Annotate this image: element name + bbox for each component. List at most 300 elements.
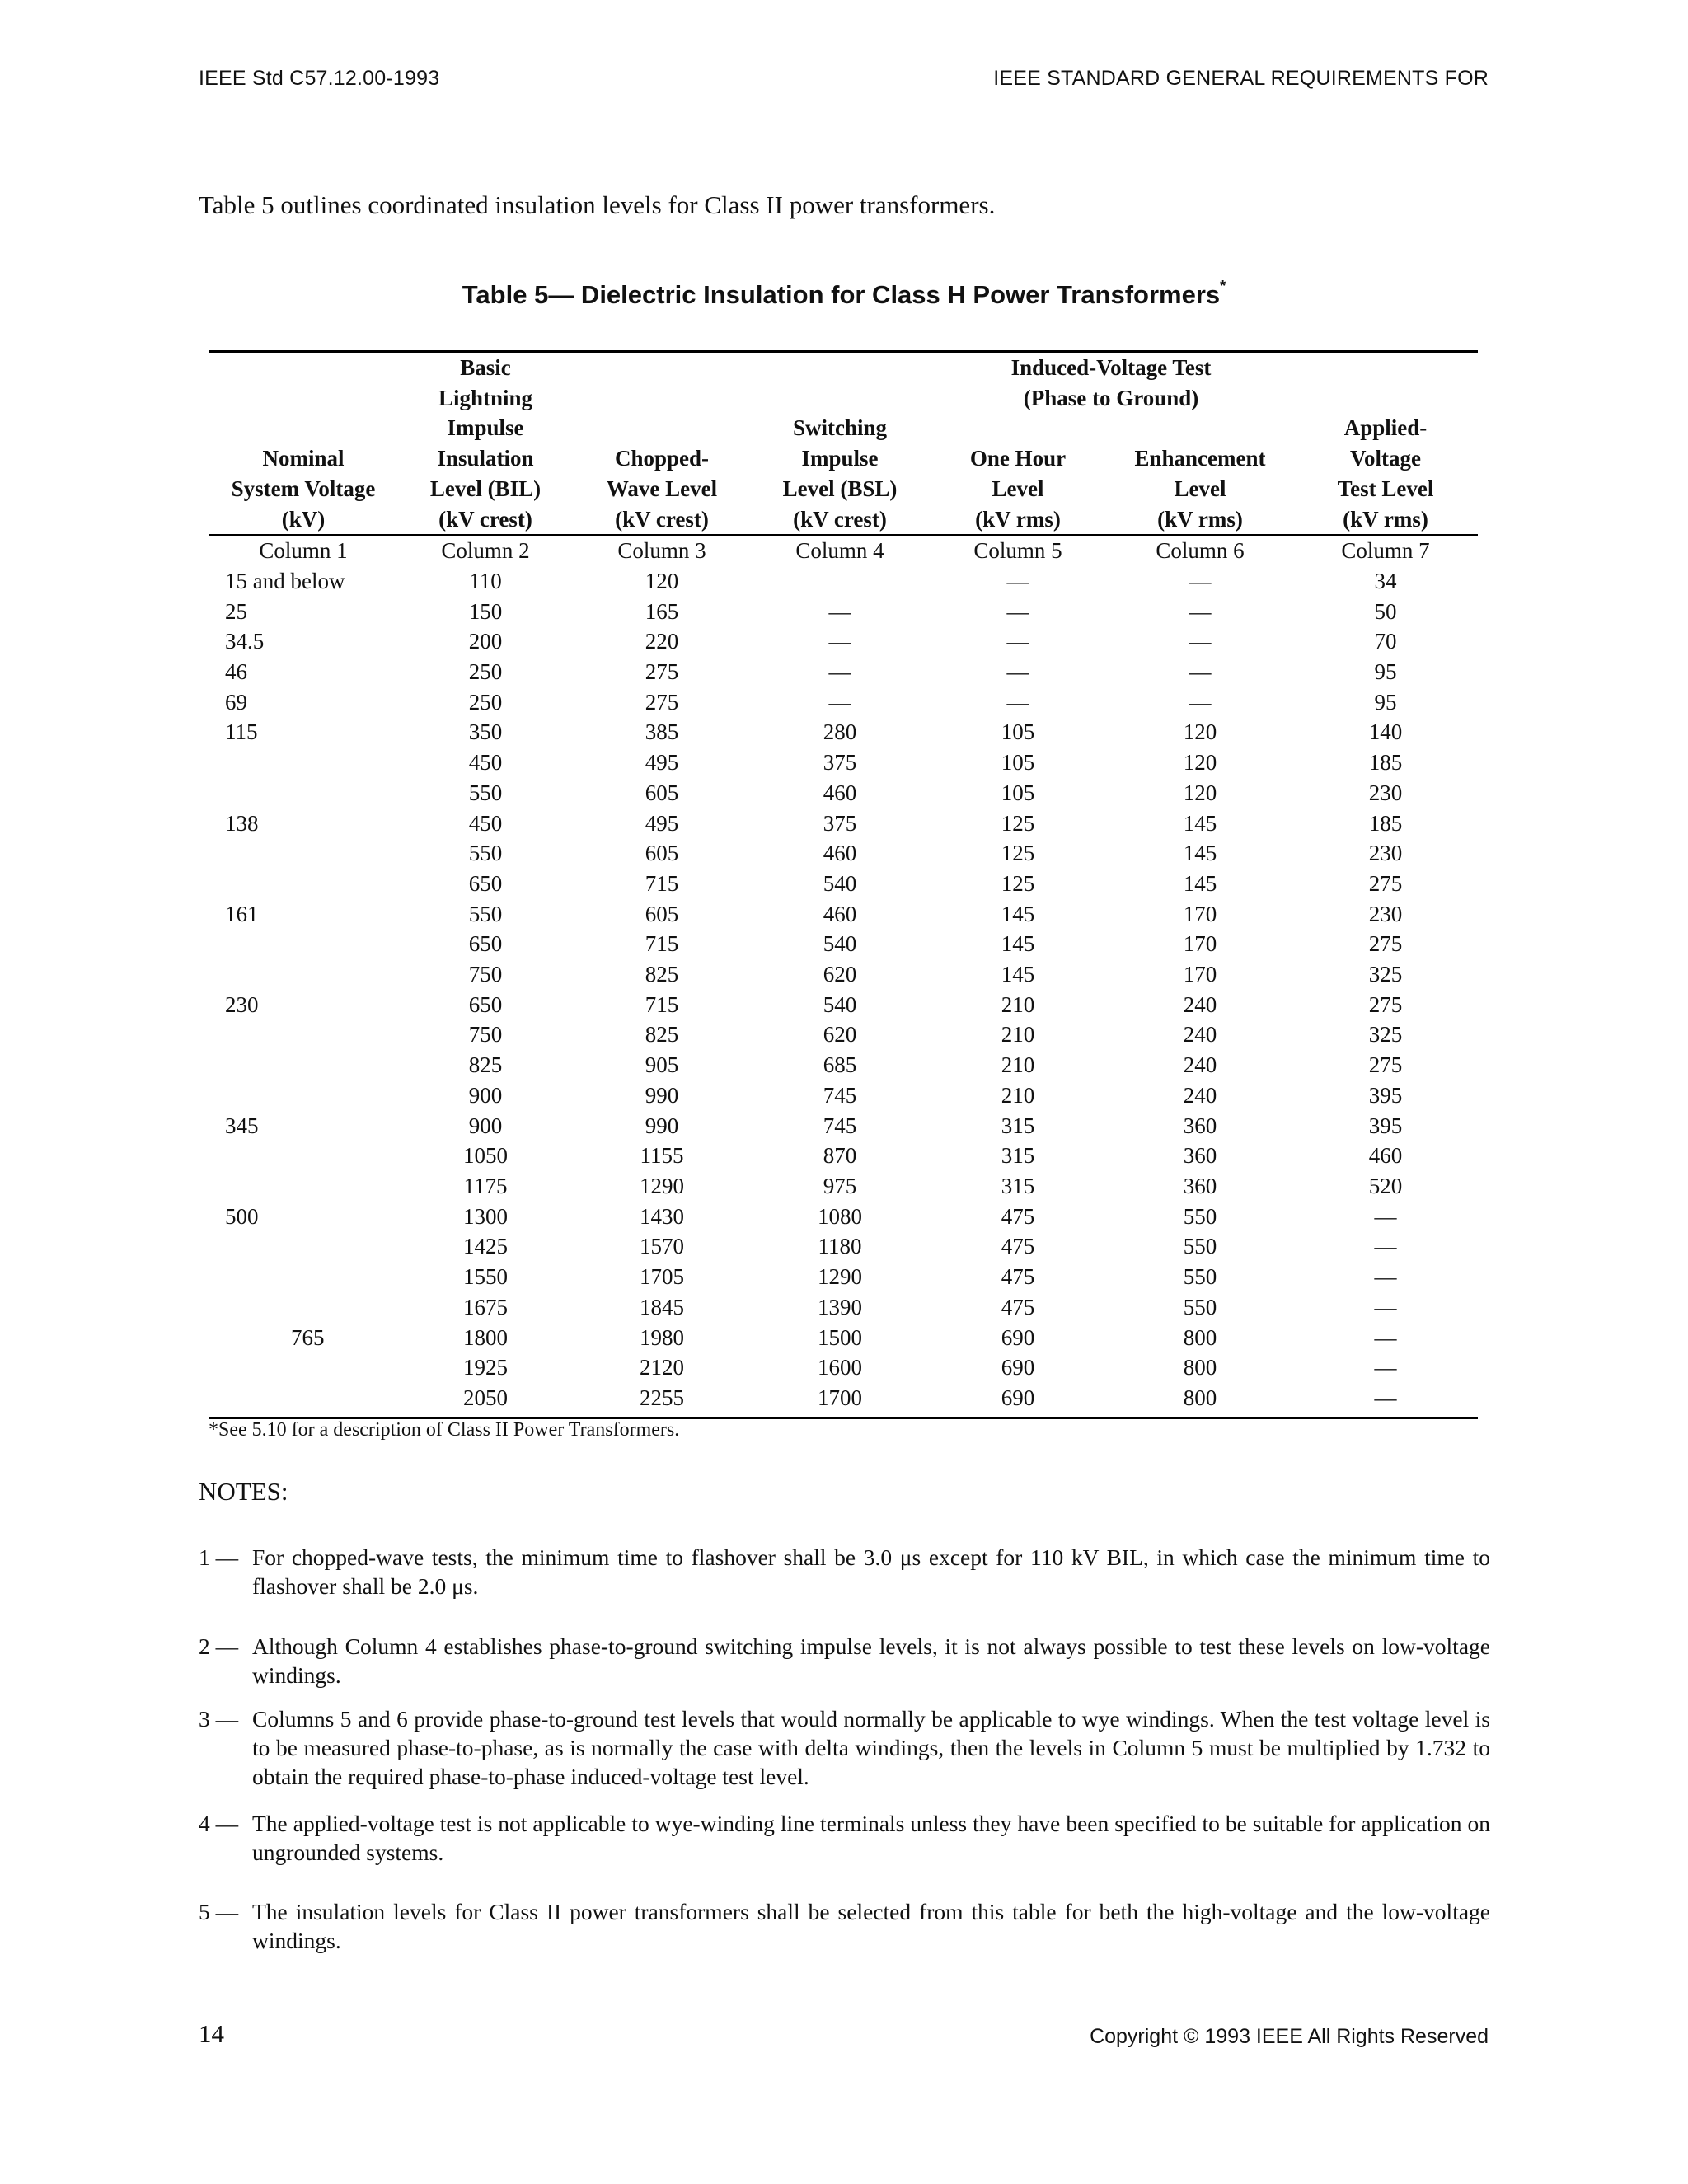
table-cell: 450 — [468, 810, 503, 836]
table-row — [209, 990, 1478, 1020]
column-header-7 — [1293, 352, 1478, 536]
running-header-right: IEEE STANDARD GENERAL REQUIREMENTS FOR — [993, 67, 1489, 90]
table-cell: 1705 — [640, 1264, 684, 1290]
table-cell: 125 — [1001, 870, 1035, 896]
column-label: Column 3 — [573, 535, 751, 566]
table-cell: 34 — [1374, 568, 1397, 593]
table-cell: 520 — [1368, 1173, 1403, 1198]
intro-paragraph: Table 5 outlines coordinated insulation levels for Class II power transformers. — [199, 190, 996, 219]
table-cell: 905 — [645, 1052, 679, 1078]
table-cell: 145 — [1183, 810, 1217, 836]
table-cell: 605 — [645, 841, 679, 866]
table-cell: 620 — [823, 962, 857, 987]
header-text: Insulation — [437, 446, 534, 471]
table-cell: 550 — [1183, 1294, 1217, 1319]
table-cell: 1430 — [640, 1203, 684, 1229]
note-item — [199, 1632, 1490, 1690]
system-voltage-cell: 15 and below — [225, 568, 345, 593]
system-voltage-cell: 161 — [225, 901, 259, 926]
table-cell: 315 — [1001, 1143, 1035, 1169]
table-cell: 145 — [1183, 870, 1217, 896]
table-cell: 550 — [1183, 1203, 1217, 1229]
table-row — [209, 1383, 1478, 1418]
system-voltage-cell — [209, 1292, 398, 1323]
table-row — [209, 808, 1478, 839]
system-voltage-cell — [209, 1019, 398, 1050]
table-cell: 605 — [645, 780, 679, 805]
table-cell: 230 — [1368, 841, 1403, 866]
table-cell: 550 — [1183, 1264, 1217, 1290]
copyright-footer: Copyright © 1993 IEEE All Rights Reserved — [1090, 2025, 1489, 2048]
table-cell: 870 — [823, 1143, 857, 1169]
table-cell: 900 — [468, 1113, 503, 1138]
table-cell: 475 — [1001, 1234, 1035, 1259]
table-cell: — — [828, 659, 851, 685]
header-text: (kV crest) — [793, 506, 887, 532]
table-cell: 540 — [823, 870, 857, 896]
system-voltage-cell — [209, 1080, 398, 1111]
table-cell: 325 — [1368, 962, 1403, 987]
table-cell: 715 — [645, 991, 679, 1017]
table-cell: — — [1374, 1294, 1397, 1319]
table-cell: 990 — [645, 1113, 679, 1138]
header-text: (kV) — [281, 506, 326, 532]
group-subheaders — [929, 443, 1293, 534]
table-row — [209, 1323, 1478, 1353]
table-cell: 170 — [1183, 962, 1217, 987]
table-cell: 750 — [468, 1022, 503, 1047]
table-cell: 685 — [823, 1052, 857, 1078]
table-cell: 375 — [823, 750, 857, 776]
table-container — [209, 350, 1478, 1419]
table-cell: 650 — [468, 991, 503, 1017]
table-cell: 350 — [468, 719, 503, 745]
header-text: Impulse — [447, 415, 524, 441]
note-text: Columns 5 and 6 provide phase-to-ground test levels that would normally be applicable to wye windings. When the test voltage level is to be measured phase-to-phase, as is normally the case with delta windings, then the levels in Column 5 must be multiplied by 1.732 to obtain the required phase-to-phase induced-voltage test level. — [252, 1706, 1490, 1789]
column-header-3 — [573, 352, 751, 536]
table-cell: 360 — [1183, 1143, 1217, 1169]
table-cell: 250 — [468, 659, 503, 685]
header-text: (kV rms) — [975, 506, 1061, 532]
table-cell: 1570 — [640, 1234, 684, 1259]
table-row — [209, 929, 1478, 959]
system-voltage-cell: 345 — [225, 1113, 259, 1138]
header-text: Level — [1174, 476, 1226, 501]
table-row — [209, 1352, 1478, 1383]
system-voltage-cell: 230 — [225, 991, 259, 1017]
table-cell: — — [1189, 598, 1212, 624]
table-cell: 550 — [468, 901, 503, 926]
table-cell: 825 — [468, 1052, 503, 1078]
table-cell: 715 — [645, 931, 679, 957]
column-label-row — [209, 535, 1478, 566]
table-header — [209, 352, 1478, 566]
system-voltage-cell: 500 — [225, 1203, 259, 1229]
table-cell: 1845 — [640, 1294, 684, 1319]
column-label: Column 2 — [398, 535, 573, 566]
header-text: Wave Level — [606, 476, 718, 501]
header-text: (kV rms) — [1343, 506, 1428, 532]
table-cell: 395 — [1368, 1082, 1403, 1108]
table-cell: 165 — [645, 598, 679, 624]
table-cell: 280 — [823, 719, 857, 745]
table-cell: — — [828, 689, 851, 715]
system-voltage-cell — [209, 1262, 398, 1292]
table-cell: 275 — [1368, 870, 1403, 896]
table-cell: 125 — [1001, 810, 1035, 836]
table-cell: 1175 — [463, 1173, 508, 1198]
table-cell: 105 — [1001, 780, 1035, 805]
table-cell: 650 — [468, 870, 503, 896]
table-cell: 550 — [1183, 1234, 1217, 1259]
table-cell: — — [1006, 598, 1029, 624]
header-text: Basic — [460, 355, 511, 380]
table-cell: — — [1006, 568, 1029, 593]
table-cell: 275 — [1368, 931, 1403, 957]
table-row — [209, 1080, 1478, 1111]
table-cell: 460 — [823, 901, 857, 926]
header-text: System Voltage — [231, 476, 376, 501]
header-text: Switching — [792, 415, 888, 441]
table-cell: 690 — [1001, 1324, 1035, 1350]
table-caption — [0, 277, 1688, 310]
header-text: Level (BSL) — [782, 476, 898, 501]
system-voltage-cell: 115 — [225, 719, 258, 745]
table-cell: — — [1006, 659, 1029, 685]
header-text: Applied- — [1343, 415, 1428, 441]
table-cell: 145 — [1183, 841, 1217, 866]
column-header-5 — [929, 443, 1107, 534]
table-cell: 250 — [468, 689, 503, 715]
table-row — [209, 899, 1478, 930]
table-row — [209, 566, 1478, 597]
note-item — [199, 1897, 1490, 1955]
table-cell: 1600 — [818, 1355, 862, 1380]
running-header-left: IEEE Std C57.12.00-1993 — [199, 67, 440, 90]
dielectric-insulation-table — [209, 350, 1478, 1419]
page-number: 14 — [199, 2019, 224, 2048]
group-title — [929, 353, 1293, 413]
system-voltage-cell — [209, 959, 398, 990]
table-cell: 230 — [1368, 780, 1403, 805]
note-number: 5 — — [199, 1899, 239, 1924]
column-label: Column 5 — [929, 535, 1107, 566]
table-cell: 800 — [1107, 1383, 1293, 1418]
table-cell: 1925 — [463, 1355, 508, 1380]
table-row — [209, 1231, 1478, 1262]
table-cell: 360 — [1183, 1113, 1217, 1138]
note-text: For chopped-wave tests, the minimum time to flashover shall be 3.0 μs except for 110 kV BIL, in which case the minimum time to flashover shall be 2.0 μs. — [252, 1544, 1490, 1599]
table-cell: 210 — [1001, 1082, 1035, 1108]
header-text: (kV crest) — [615, 506, 709, 532]
table-cell: 800 — [1183, 1355, 1217, 1380]
table-cell: 275 — [645, 659, 679, 685]
table-cell: — — [828, 629, 851, 654]
table-cell: 475 — [1001, 1203, 1035, 1229]
table-cell: 360 — [1183, 1173, 1217, 1198]
table-cell: 95 — [1374, 689, 1397, 715]
table-cell: 120 — [1183, 780, 1217, 805]
notes-heading: NOTES: — [199, 1477, 288, 1506]
table-cell: 460 — [1368, 1143, 1403, 1169]
induced-voltage-group-header — [929, 352, 1293, 536]
table-row — [209, 748, 1478, 778]
table-cell: 745 — [823, 1082, 857, 1108]
table-row — [209, 869, 1478, 899]
table-row — [209, 778, 1478, 808]
table-cell: — — [1006, 629, 1029, 654]
table-row — [209, 838, 1478, 869]
table-cell: 715 — [645, 870, 679, 896]
table-cell: 1675 — [463, 1294, 508, 1319]
column-label: Column 4 — [751, 535, 929, 566]
table-cell: 170 — [1183, 931, 1217, 957]
table-cell: 1700 — [751, 1383, 929, 1418]
table-row — [209, 1171, 1478, 1202]
table-cell: 185 — [1368, 810, 1403, 836]
system-voltage-cell — [209, 1050, 398, 1080]
header-text: Lightning — [438, 385, 533, 410]
table-cell: 210 — [1001, 1052, 1035, 1078]
table-caption-text: Table 5— Dielectric Insulation for Class H Power Transformers — [462, 280, 1221, 309]
table-cell: 210 — [1001, 1022, 1035, 1047]
table-cell: — — [1374, 1264, 1397, 1290]
system-voltage-cell — [209, 838, 398, 869]
table-cell: — — [1374, 1324, 1397, 1350]
table-cell: — — [1374, 1234, 1397, 1259]
header-text: Test Level — [1337, 476, 1434, 501]
table-cell: 1180 — [818, 1234, 862, 1259]
system-voltage-cell — [209, 929, 398, 959]
table-cell: — — [828, 598, 851, 624]
table-cell: 110 — [469, 568, 502, 593]
system-voltage-cell: 46 — [225, 659, 247, 685]
note-number: 3 — — [199, 1706, 239, 1732]
table-cell: 210 — [1001, 991, 1035, 1017]
column-label: Column 1 — [209, 535, 398, 566]
table-cell: 200 — [468, 629, 503, 654]
table-cell: 120 — [1183, 750, 1217, 776]
table-cell: 825 — [645, 962, 679, 987]
table-cell: 230 — [1368, 901, 1403, 926]
table-cell: 145 — [1001, 901, 1035, 926]
table-cell: 315 — [1001, 1113, 1035, 1138]
system-voltage-cell — [209, 1171, 398, 1202]
group-title-line: Induced-Voltage Test — [1010, 355, 1212, 380]
note-item — [199, 1543, 1490, 1601]
note-text: The applied-voltage test is not applicable to wye-winding line terminals unless they have been specified to be suitable for application on ungrounded systems. — [252, 1811, 1490, 1865]
table-cell: 1500 — [818, 1324, 862, 1350]
table-cell: 975 — [823, 1173, 857, 1198]
table-row — [209, 657, 1478, 687]
table-cell: 690 — [1001, 1355, 1035, 1380]
table-cell: 145 — [1001, 962, 1035, 987]
header-text: One Hour — [969, 446, 1067, 471]
table-cell: 105 — [1001, 719, 1035, 745]
table-row — [209, 1019, 1478, 1050]
table-cell: 650 — [468, 931, 503, 957]
header-text: (kV crest) — [438, 506, 532, 532]
table-cell: 1290 — [640, 1173, 684, 1198]
column-header-1 — [209, 352, 398, 536]
table-cell — [751, 566, 929, 597]
table-cell: 800 — [1183, 1324, 1217, 1350]
table-cell: 550 — [468, 780, 503, 805]
table-cell: 120 — [645, 568, 679, 593]
column-header-2 — [398, 352, 573, 536]
table-cell: 475 — [1001, 1294, 1035, 1319]
table-cell: 145 — [1001, 931, 1035, 957]
table-cell: 150 — [468, 598, 503, 624]
header-text: Impulse — [801, 446, 879, 471]
system-voltage-cell: 69 — [225, 689, 247, 715]
table-row — [209, 1111, 1478, 1141]
table-cell: 240 — [1183, 1052, 1217, 1078]
table-cell: 1390 — [818, 1294, 862, 1319]
table-cell: 825 — [645, 1022, 679, 1047]
system-voltage-cell — [209, 1231, 398, 1262]
table-cell: 2120 — [640, 1355, 684, 1380]
header-text: Nominal — [262, 446, 345, 471]
table-row — [209, 687, 1478, 718]
table-cell: — — [1189, 659, 1212, 685]
table-cell: 2050 — [398, 1383, 573, 1418]
table-cell: 745 — [823, 1113, 857, 1138]
table-row — [209, 959, 1478, 990]
table-cell: 105 — [1001, 750, 1035, 776]
system-voltage-cell: 138 — [225, 810, 259, 836]
table-cell: — — [1189, 568, 1212, 593]
table-row — [209, 1202, 1478, 1232]
table-cell: 120 — [1183, 719, 1217, 745]
table-cell: 495 — [645, 810, 679, 836]
table-cell: 1290 — [818, 1264, 862, 1290]
table-cell: 185 — [1368, 750, 1403, 776]
table-row — [209, 1141, 1478, 1171]
table-cell: 460 — [823, 780, 857, 805]
table-cell: 475 — [1001, 1264, 1035, 1290]
header-text: Level — [992, 476, 1044, 501]
table-cell: 1300 — [463, 1203, 508, 1229]
table-cell: — — [1293, 1383, 1478, 1418]
table-cell: 1980 — [640, 1324, 684, 1350]
header-text: Enhancement — [1134, 446, 1266, 471]
table-cell: 900 — [468, 1082, 503, 1108]
table-row — [209, 626, 1478, 657]
table-cell: 750 — [468, 962, 503, 987]
table-cell: 240 — [1183, 1022, 1217, 1047]
system-voltage-cell: 34.5 — [225, 629, 265, 654]
table-cell: 460 — [823, 841, 857, 866]
table-cell: 170 — [1183, 901, 1217, 926]
column-header-4 — [751, 352, 929, 536]
table-cell: 70 — [1374, 629, 1397, 654]
table-cell: — — [1189, 629, 1212, 654]
table-row — [209, 597, 1478, 627]
table-cell: 325 — [1368, 1022, 1403, 1047]
table-cell: 605 — [645, 901, 679, 926]
table-cell: 1155 — [640, 1143, 684, 1169]
table-cell: 495 — [645, 750, 679, 776]
table-cell: 275 — [645, 689, 679, 715]
table-cell: 240 — [1183, 1082, 1217, 1108]
table-row — [209, 1292, 1478, 1323]
table-row — [209, 717, 1478, 748]
column-header-6 — [1107, 443, 1293, 534]
table-cell: 1425 — [463, 1234, 508, 1259]
note-number: 4 — — [199, 1811, 239, 1836]
header-text: Chopped- — [614, 446, 710, 471]
note-text: The insulation levels for Class II power transformers shall be selected from this table for beth the high-voltage and the low-voltage windings. — [252, 1899, 1490, 1953]
table-cell: 620 — [823, 1022, 857, 1047]
system-voltage-cell — [209, 1383, 398, 1418]
table-cell: — — [1006, 689, 1029, 715]
column-label: Column 6 — [1107, 535, 1293, 566]
table-cell: 275 — [1368, 991, 1403, 1017]
table-row — [209, 1050, 1478, 1080]
note-item — [199, 1704, 1490, 1791]
header-text: (kV rms) — [1157, 506, 1243, 532]
column-label: Column 7 — [1293, 535, 1478, 566]
table-cell: 540 — [823, 931, 857, 957]
note-number: 2 — — [199, 1633, 239, 1659]
table-cell: 1550 — [463, 1264, 508, 1290]
table-cell: 395 — [1368, 1113, 1403, 1138]
table-cell: — — [1189, 689, 1212, 715]
table-footnote: *See 5.10 for a description of Class II Power Transformers. — [209, 1419, 680, 1441]
note-item — [199, 1809, 1490, 1867]
table-cell: 385 — [645, 719, 679, 745]
table-cell: 690 — [929, 1383, 1107, 1418]
table-cell: 2255 — [573, 1383, 751, 1418]
note-number: 1 — — [199, 1544, 239, 1570]
table-cell: 125 — [1001, 841, 1035, 866]
table-cell: 1800 — [463, 1324, 508, 1350]
system-voltage-cell: 765 — [291, 1324, 325, 1350]
table-cell: 240 — [1183, 991, 1217, 1017]
system-voltage-cell — [209, 748, 398, 778]
system-voltage-cell: 25 — [225, 598, 247, 624]
table-cell: 450 — [468, 750, 503, 776]
table-cell: 50 — [1374, 598, 1397, 624]
table-cell: 1080 — [818, 1203, 862, 1229]
table-body — [209, 566, 1478, 1418]
header-text: Voltage — [1350, 446, 1421, 471]
system-voltage-cell — [209, 1141, 398, 1171]
group-title-line: (Phase to Ground) — [1023, 385, 1199, 410]
table-cell: — — [1374, 1203, 1397, 1229]
header-text: Level (BIL) — [429, 476, 542, 501]
table-row — [209, 1262, 1478, 1292]
note-text: Although Column 4 establishes phase-to-ground switching impulse levels, it is not always possible to test these levels on low-voltage windings. — [252, 1633, 1490, 1688]
table-cell: 315 — [1001, 1173, 1035, 1198]
table-cell: 95 — [1374, 659, 1397, 685]
table-cell: 375 — [823, 810, 857, 836]
system-voltage-cell — [209, 778, 398, 808]
table-cell: 275 — [1368, 1052, 1403, 1078]
header-row — [209, 352, 1478, 536]
table-cell: 550 — [468, 841, 503, 866]
table-caption-footnote-mark: * — [1220, 277, 1226, 294]
table-cell: 220 — [645, 629, 679, 654]
table-cell: 1050 — [463, 1143, 508, 1169]
table-cell: — — [1374, 1355, 1397, 1380]
table-cell: 140 — [1368, 719, 1403, 745]
system-voltage-cell — [209, 1352, 398, 1383]
table-cell: 990 — [645, 1082, 679, 1108]
table-cell: 540 — [823, 991, 857, 1017]
system-voltage-cell — [209, 869, 398, 899]
